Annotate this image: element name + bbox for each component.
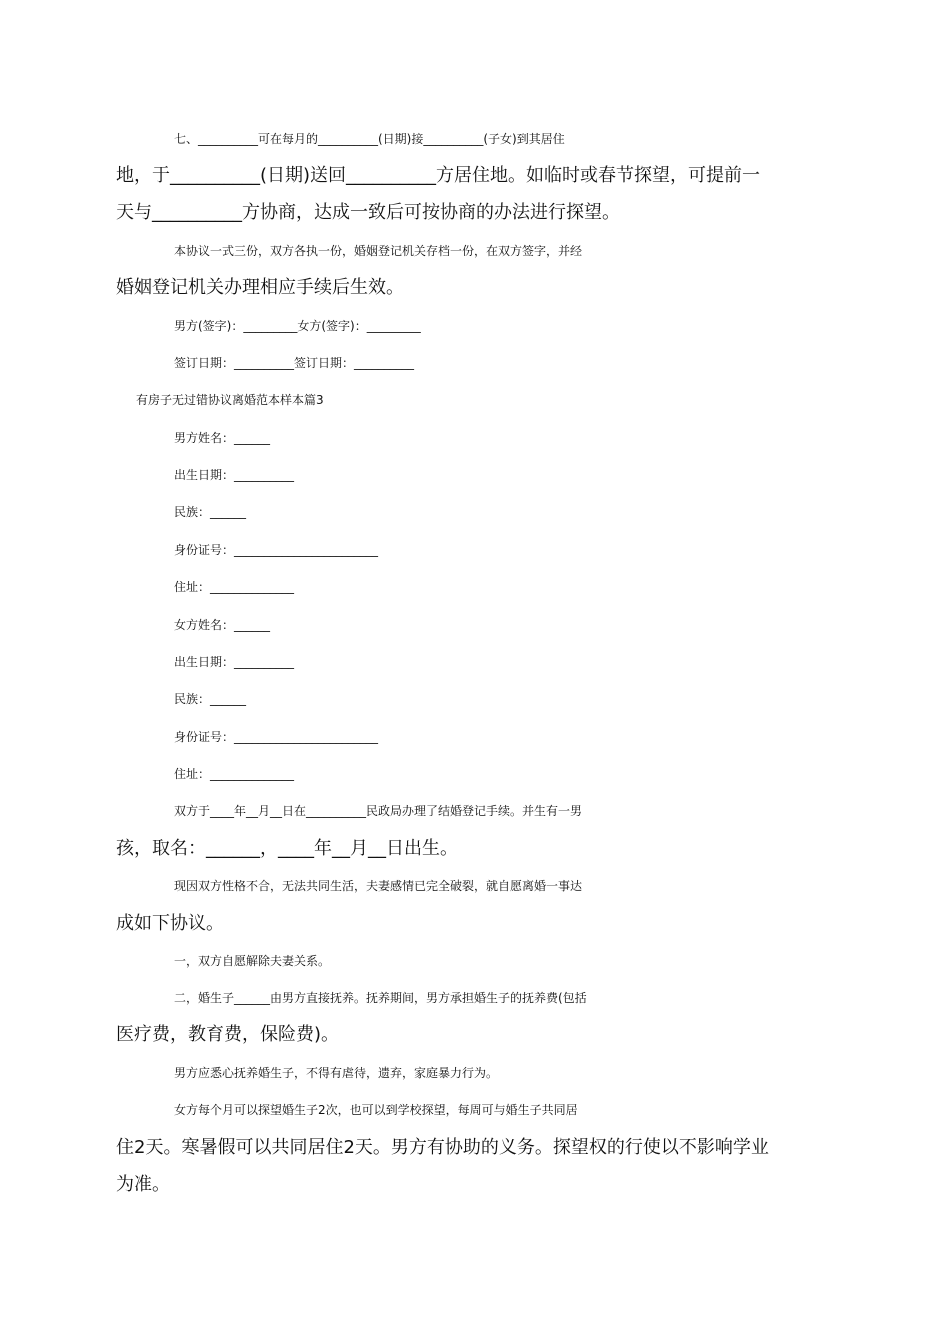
male-name-field: 男方姓名：______ [174,431,271,445]
signature-line: 男方(签字)：_________女方(签字)：_________ [174,319,421,333]
male-birth-date-field: 出生日期：__________ [174,468,295,482]
reason-paragraph-line-2: 成如下协议。 [116,913,224,934]
clause-seven-line-1: 七、__________可在每月的__________(日期)接__________(子女)到其居住 [174,132,565,146]
marriage-paragraph-line-1: 双方于____年__月__日在__________民政局办理了结婚登记手续。并生有一男 [174,804,583,818]
visitation-paragraph-line-2: 住2天。寒暑假可以共同居住2天。男方有协助的义务。探望权的行使以不影响学业 [116,1137,769,1158]
copies-paragraph-line-2: 婚姻登记机关办理相应手续后生效。 [116,277,404,298]
clause-two-line-1: 二，婚生子______由男方直接抚养。抚养期间，男方承担婚生子的抚养费(包括 [174,991,587,1005]
female-name-field: 女方姓名：______ [174,618,271,632]
section-heading: 有房子无过错协议离婚范本样本篇3 [136,393,324,407]
female-id-number-field: 身份证号：________________________ [174,730,379,744]
sign-date-line: 签订日期：__________签订日期：__________ [174,356,415,370]
visitation-paragraph-line-3: 为准。 [116,1174,170,1195]
care-paragraph: 男方应悉心抚养婚生子，不得有虐待，遗弃，家庭暴力行为。 [174,1066,499,1080]
marriage-paragraph-line-2: 孩，取名：______，____年__月__日出生。 [116,838,458,859]
male-ethnicity-field: 民族：______ [174,505,247,519]
clause-two-line-2: 医疗费，教育费，保险费)。 [116,1024,340,1045]
female-ethnicity-field: 民族：______ [174,692,247,706]
female-address-field: 住址：______________ [174,767,295,781]
male-id-number-field: 身份证号：________________________ [174,543,379,557]
copies-paragraph-line-1: 本协议一式三份，双方各执一份，婚姻登记机关存档一份，在双方签字，并经 [174,244,583,258]
male-address-field: 住址：______________ [174,580,295,594]
reason-paragraph-line-1: 现因双方性格不合，无法共同生活，夫妻感情已完全破裂，就自愿离婚一事达 [174,879,583,893]
visitation-paragraph-line-1: 女方每个月可以探望婚生子2次，也可以到学校探望，每周可与婚生子共同居 [174,1103,578,1117]
female-birth-date-field: 出生日期：__________ [174,655,295,669]
clause-seven-line-3: 天与__________方协商，达成一致后可按协商的办法进行探望。 [116,202,620,223]
clause-one: 一，双方自愿解除夫妻关系。 [174,954,331,968]
clause-seven-line-2: 地，于__________(日期)送回__________方居住地。如临时或春节探望，可提前一 [116,165,761,186]
